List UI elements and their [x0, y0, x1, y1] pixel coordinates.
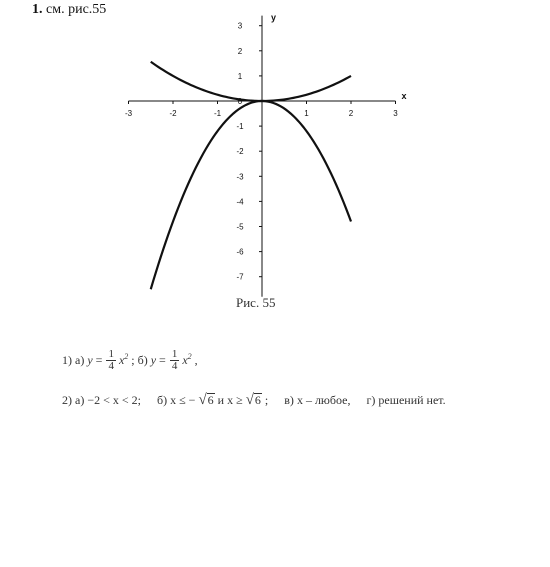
answer-line-2: [62, 380, 449, 420]
y-tick-label: -7: [236, 272, 244, 282]
figure-caption: Рис. 55: [236, 295, 276, 310]
y-tick-label: 3: [237, 21, 243, 31]
radical-icon: √: [198, 392, 207, 408]
answer-2b-label: б): [156, 392, 168, 407]
x-tick-label: -2: [169, 109, 177, 118]
answer-1b-label: б): [137, 352, 148, 367]
answer-2b-expr2: x ≥: [227, 392, 243, 407]
y-tick-label: 1: [237, 71, 243, 81]
answer-2b-and: и: [217, 392, 225, 407]
answer-1b-x: $x^2$: [182, 352, 192, 367]
y-tick-label: -5: [236, 222, 244, 232]
answers-block: [62, 340, 449, 420]
y-axis-label: y: [271, 12, 277, 23]
x-tick-label: 3: [393, 109, 398, 118]
answer-1-label: 1) а): [62, 352, 85, 367]
answer-1a-sep: ;: [131, 352, 135, 367]
problem-number: 1.: [32, 2, 43, 17]
answer-1-end: ,: [194, 352, 198, 367]
answer-1a-y: y: [87, 352, 93, 367]
fraction-numerator: 1: [171, 347, 178, 360]
answer-1b-y: y: [150, 352, 157, 367]
x-tick-label: 1: [304, 109, 309, 118]
y-tick-label: -6: [236, 247, 244, 257]
answer-2a-expr: −2 < x < 2;: [87, 392, 141, 407]
problem-reference: см. рис.55: [46, 2, 107, 17]
answer-1a-fraction: [106, 349, 116, 372]
origin-label: 0: [237, 97, 243, 106]
x-tick-label: 2: [348, 109, 354, 118]
answer-2v-label: в): [284, 392, 294, 407]
y-tick-label: 2: [237, 46, 243, 56]
answer-2g-expr: решений нет.: [378, 392, 446, 407]
answer-1a-eq: =: [95, 352, 103, 367]
answer-2b-expr1: x ≤ −: [170, 392, 196, 407]
y-tick-label: -4: [236, 197, 244, 207]
fraction-denominator: 4: [171, 359, 178, 372]
fraction-numerator: 1: [108, 347, 114, 360]
x-axis-label: x: [401, 91, 407, 101]
parabola-curve-1: [151, 62, 351, 101]
answer-1b-eq: =: [159, 352, 166, 367]
answer-1a-x: $x^2$: [118, 352, 129, 367]
answer-2v-expr: x – любое,: [296, 392, 351, 407]
fraction-denominator: 4: [108, 359, 114, 372]
y-tick-label: -2: [236, 147, 244, 157]
radical-icon: √: [245, 392, 254, 408]
sqrt-six-1: √ 6: [198, 392, 214, 408]
x-tick-label: -3: [124, 109, 133, 118]
x-tick-label: -1: [213, 109, 222, 118]
y-tick-label: -3: [236, 172, 244, 182]
answer-line-1: [62, 340, 449, 380]
sqrt-six-2: √ 6: [245, 392, 261, 408]
answer-1b-fraction: [170, 349, 180, 372]
answer-2g-label: г): [366, 392, 376, 407]
answer-2-label: 2) а): [62, 392, 85, 407]
parabola-curve-2: [151, 101, 351, 289]
y-tick-label: -1: [236, 122, 244, 132]
answer-2b-semi: ;: [264, 392, 269, 407]
